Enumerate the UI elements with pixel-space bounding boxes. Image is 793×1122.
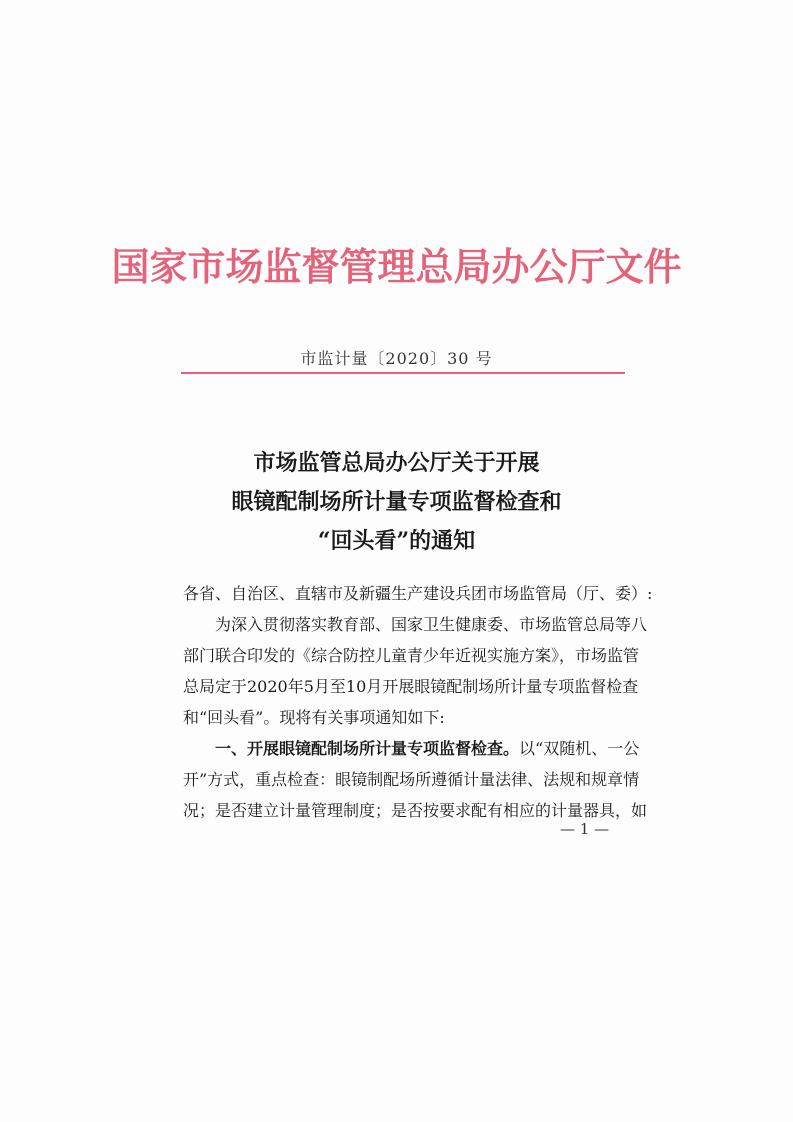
issuer-header: 国家市场监督管理总局办公厅文件 <box>111 244 682 289</box>
paragraph-1-line-1: 为深入贯彻落实教育部、国家卫生健康委、市场监管总局等八 <box>215 615 648 634</box>
paragraph-2-line-1-rest: 以“双随机、一公 <box>519 739 640 758</box>
paragraph-1-line-4: 和“回头看”。现将有关事项通知如下: <box>183 708 445 727</box>
paragraph-2-line-3: 况；是否建立计量管理制度；是否按要求配有相应的计量器具，如 <box>183 801 648 820</box>
document-title-line-3: “回头看”的通知 <box>317 528 476 554</box>
section-heading: 一、开展眼镜配制场所计量专项监督检查。 <box>215 739 520 758</box>
addressee: 各省、自治区、直辖市及新疆生产建设兵团市场监管局（厅、委）: <box>183 584 653 603</box>
paragraph-2-line-2: 开”方式，重点检查：眼镜制配场所遵循计量法律、法规和规章情 <box>183 770 640 789</box>
document-title-line-2: 眼镜配制场所计量专项监督检查和 <box>231 489 562 515</box>
document-number: 市监计量〔2020〕30 号 <box>300 349 493 368</box>
paragraph-1-line-2: 部门联合印发的《综合防控儿童青少年近视实施方案》，市场监管 <box>183 646 640 665</box>
paragraph-1-line-3: 总局定于2020年5月至10月开展眼镜配制场所计量专项监督检查 <box>183 677 639 696</box>
red-divider-line <box>181 372 625 374</box>
body-text <box>183 578 653 826</box>
page-number: — 1 — <box>560 820 610 838</box>
paragraph-2-line-1 <box>183 733 640 764</box>
document-title-line-1: 市场监管总局办公厅关于开展 <box>253 450 540 476</box>
